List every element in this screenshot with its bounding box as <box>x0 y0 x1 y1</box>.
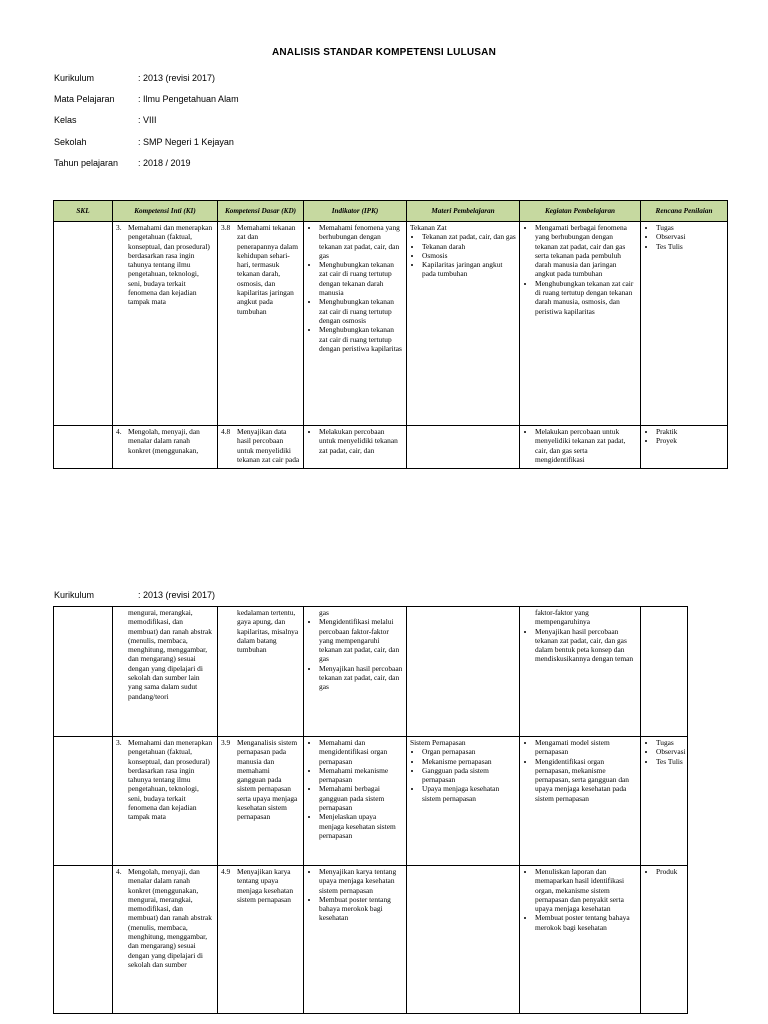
list-item: • Tugas <box>656 738 684 747</box>
header-kegiatan: Kegiatan Pembelajaran <box>520 201 641 222</box>
list-item: • Tekanan zat padat, cair, dan gas <box>422 232 516 241</box>
penilaian-cell <box>641 607 688 737</box>
ipk-continued: gas <box>319 608 329 617</box>
penilaian-cell <box>641 222 728 426</box>
kd-number: 3.8 <box>221 223 231 232</box>
list-item: • Menyajikan hasil percobaan tekanan zat padat, cair, dan gas dalam bentuk peta konsep dan mendiskusikannya dengan teman <box>535 627 637 664</box>
header-materi: Materi Pembelajaran <box>407 201 520 222</box>
info-label: Kurikulum <box>54 73 95 83</box>
ki-text: Memahami dan menerapkan pengetahuan (faktual, konseptual, dan prosedural) berdasarkan rasa ingin tahunya tentang ilmu pengetahuan, teknologi, seni, budaya terkait fenomena dan kejadian tampak mata <box>128 223 213 307</box>
ki-text: Mengolah, menyaji, dan menalar dalam ranah konkret (menggunakan, mengurai, merangkai, memodifikasi, dan membuat) dan ranah abstrak (menulis, membaca, menghitung, menggambar, dan mengarang) sesuai dengan yang dipelajari di sekolah dan sumber <box>128 867 212 969</box>
kd-text: Menyajikan karya tentang upaya menjaga kesehatan sistem pernapasan <box>237 867 294 904</box>
info-value: : 2013 (revisi 2017) <box>138 590 216 600</box>
ipk-cell <box>304 222 407 426</box>
list-item: • Melakukan percobaan untuk menyelidiki tekanan zat padat, cair, dan gas serta mengidentifikasi <box>535 427 637 464</box>
kegiatan-cell <box>520 222 641 426</box>
list-item: • Mengamati model sistem pernapasan <box>535 738 637 757</box>
ipk-cell <box>304 737 407 866</box>
kd-number: 4.9 <box>221 867 231 876</box>
ki-number: 4. <box>116 427 122 436</box>
header-penilaian: Rencana Penilaian <box>641 201 728 222</box>
ipk-cell <box>304 607 407 737</box>
list-item: • Mengamati berbagai fenomena yang berhubungan dengan tekanan zat padat, cair dan gas serta tekanan pada pembuluh darah manusia dan jaringan angkut pada tumbuhan <box>535 223 637 279</box>
kd-cell <box>218 222 304 426</box>
list-item: • Menyajikan karya tentang upaya menjaga kesehatan sistem pernapasan <box>319 867 403 895</box>
materi-cell <box>407 866 520 1014</box>
skl-table-page2 <box>53 606 688 1014</box>
ki-text: Mengolah, menyaji, dan menalar dalam ranah konkret (menggunakan, <box>128 427 200 455</box>
kd-cell <box>218 607 304 737</box>
list-item: • Mengidentifikasi organ pernapasan, mekanisme pernapasan, serta gangguan dan upaya menjaga kesehatan pada sistem pernapasan <box>535 757 637 803</box>
list-item: • Membuat poster tentang bahaya merokok bagi kesehatan <box>319 895 403 923</box>
skl-cell <box>54 737 113 866</box>
ipk-cell <box>304 426 407 469</box>
list-item: • Gangguan pada sistem pernapasan <box>422 766 516 785</box>
ki-number: 3. <box>116 223 122 232</box>
info-label: Tahun pelajaran <box>54 158 119 168</box>
kd-cell <box>218 737 304 866</box>
list-item: • Menghubungkan tekanan zat cair di ruang tertutup dengan peristiwa kapilaritas <box>319 325 403 353</box>
materi-cell <box>407 607 520 737</box>
penilaian-cell <box>641 426 728 469</box>
skl-cell <box>54 426 113 469</box>
ki-text: Memahami dan menerapkan pengetahuan (faktual, konseptual, dan prosedural) berdasarkan rasa ingin tahunya tentang ilmu pengetahuan, teknologi, seni, budaya terkait fenomena dan kejadian tampak mata <box>128 738 213 822</box>
ki-cell <box>113 222 218 426</box>
kd-text: Menyajikan data hasil percobaan untuk menyelidiki tekanan zat cair pada <box>237 427 300 464</box>
table-row <box>54 222 728 426</box>
info-label: Sekolah <box>54 137 87 147</box>
info-label: Kelas <box>54 115 77 125</box>
list-item: • Menyajikan hasil percobaan tekanan zat padat, cair, dan gas <box>319 664 403 692</box>
ipk-cell <box>304 866 407 1014</box>
list-item: • Upaya menjaga kesehatan sistem pernapasan <box>422 784 516 803</box>
list-item: • Organ pernapasan <box>422 747 516 756</box>
header-skl: SKL <box>54 201 113 222</box>
list-item: • Melakukan percobaan untuk menyelidiki tekanan zat padat, cair, dan <box>319 427 403 455</box>
list-item: • Menghubungkan tekanan zat cair di ruang tertutup dengan osmosis <box>319 297 403 325</box>
header-kd: Kompetensi Dasar (KD) <box>218 201 304 222</box>
list-item: • Osmosis <box>422 251 516 260</box>
kegiatan-cell <box>520 607 641 737</box>
materi-cell <box>407 426 520 469</box>
skl-cell <box>54 222 113 426</box>
info-value: : Ilmu Pengetahuan Alam <box>138 94 239 104</box>
list-item: • Proyek <box>656 436 724 445</box>
materi-cell <box>407 222 520 426</box>
info-label: Kurikulum <box>54 590 95 600</box>
kegiatan-continued: faktor-faktor yang mempengaruhinya <box>535 608 591 627</box>
list-item: • Menghubungkan tekanan zat cair di ruang tertutup dengan tekanan darah manusia <box>319 260 403 297</box>
list-item: • Mengidentifikasi melalui percobaan faktor-faktor yang mempengaruhi tekanan zat padat, cair, dan gas <box>319 617 403 663</box>
materi-title: Sistem Pernapasan <box>410 738 466 747</box>
list-item: • Menjelaskan upaya menjaga kesehatan sistem pernapasan <box>319 812 403 840</box>
list-item: • Memahami berbagai gangguan pada sistem pernapasan <box>319 784 403 812</box>
kegiatan-cell <box>520 737 641 866</box>
list-item: • Observasi <box>656 232 724 241</box>
kegiatan-cell <box>520 866 641 1014</box>
info-value: : SMP Negeri 1 Kejayan <box>138 137 234 147</box>
ki-text: mengurai, merangkai, memodifikasi, dan membuat) dan ranah abstrak (menulis, membaca, menghitung, menggambar, dan mengarang) sesuai dengan yang dipelajari di sekolah dan sumber lain yang sama dalam sudut pandang/teori <box>128 608 212 701</box>
info-value: : 2018 / 2019 <box>138 158 191 168</box>
kd-cell <box>218 866 304 1014</box>
kd-text: Memahami tekanan zat dan penerapannya dalam kehidupan sehari-hari, termasuk tekanan darah, osmosis, dan kapilaritas jaringan angkut pada tumbuhan <box>237 223 298 316</box>
kd-text: kedalaman tertentu, gaya apung, dan kapilaritas, misalnya dalam batang tumbuhan <box>237 608 299 655</box>
info-value: : VIII <box>138 115 157 125</box>
header-ipk: Indikator (IPK) <box>304 201 407 222</box>
list-item: • Observasi <box>656 747 684 756</box>
materi-title: Tekanan Zat <box>410 223 447 232</box>
list-item: • Praktik <box>656 427 724 436</box>
table-row <box>54 607 688 737</box>
skl-table-page1 <box>53 200 728 469</box>
list-item: • Memahami mekanisme pernapasan <box>319 766 403 785</box>
list-item: • Menuliskan laporan dan memaparkan hasil identifikasi organ, mekanisme sistem pernapasan dan penyakit serta upaya menjaga kesehatan <box>535 867 637 913</box>
ki-cell <box>113 737 218 866</box>
kd-number: 4.8 <box>221 427 231 436</box>
list-item: • Produk <box>656 867 684 876</box>
list-item: • Menghubungkan tekanan zat cair di ruang tertutup dengan tekanan darah manusia, osmosis, dan peristiwa kapilaritas <box>535 279 637 316</box>
document-title: ANALISIS STANDAR KOMPETENSI LULUSAN <box>271 47 497 58</box>
list-item: • Mekanisme pernapasan <box>422 757 516 766</box>
penilaian-cell <box>641 866 688 1014</box>
ki-cell <box>113 607 218 737</box>
list-item: • Tekanan darah <box>422 242 516 251</box>
kegiatan-cell <box>520 426 641 469</box>
kd-text: Menganalisis sistem pernapasan pada manusia dan memahami gangguan pada sistem pernapasan serta upaya menjaga kesehatan sistem pernapasan <box>237 738 298 822</box>
penilaian-cell <box>641 737 688 866</box>
skl-cell <box>54 866 113 1014</box>
ki-cell <box>113 866 218 1014</box>
table-header-row <box>54 201 728 222</box>
table-row <box>54 426 728 469</box>
list-item: • Memahami fenomena yang berhubungan dengan tekanan zat padat, cair, dan gas <box>319 223 403 260</box>
ki-number: 4. <box>116 867 122 876</box>
list-item: • Tes Tulis <box>656 242 724 251</box>
table-row <box>54 737 688 866</box>
list-item: • Tugas <box>656 223 724 232</box>
skl-cell <box>54 607 113 737</box>
ki-cell <box>113 426 218 469</box>
kd-number: 3.9 <box>221 738 231 747</box>
kd-cell <box>218 426 304 469</box>
ki-number: 3. <box>116 738 122 747</box>
materi-cell <box>407 737 520 866</box>
table-row <box>54 866 688 1014</box>
list-item: • Kapilaritas jaringan angkut pada tumbuhan <box>422 260 516 279</box>
list-item: • Memahami dan mengidentifikasi organ pernapasan <box>319 738 403 766</box>
list-item: • Membuat poster tentang bahaya merokok bagi kesehatan <box>535 913 637 932</box>
header-ki: Kompetensi Inti (KI) <box>113 201 218 222</box>
info-label: Mata Pelajaran <box>54 94 115 104</box>
info-value: : 2013 (revisi 2017) <box>138 73 216 83</box>
list-item: • Tes Tulis <box>656 757 684 766</box>
